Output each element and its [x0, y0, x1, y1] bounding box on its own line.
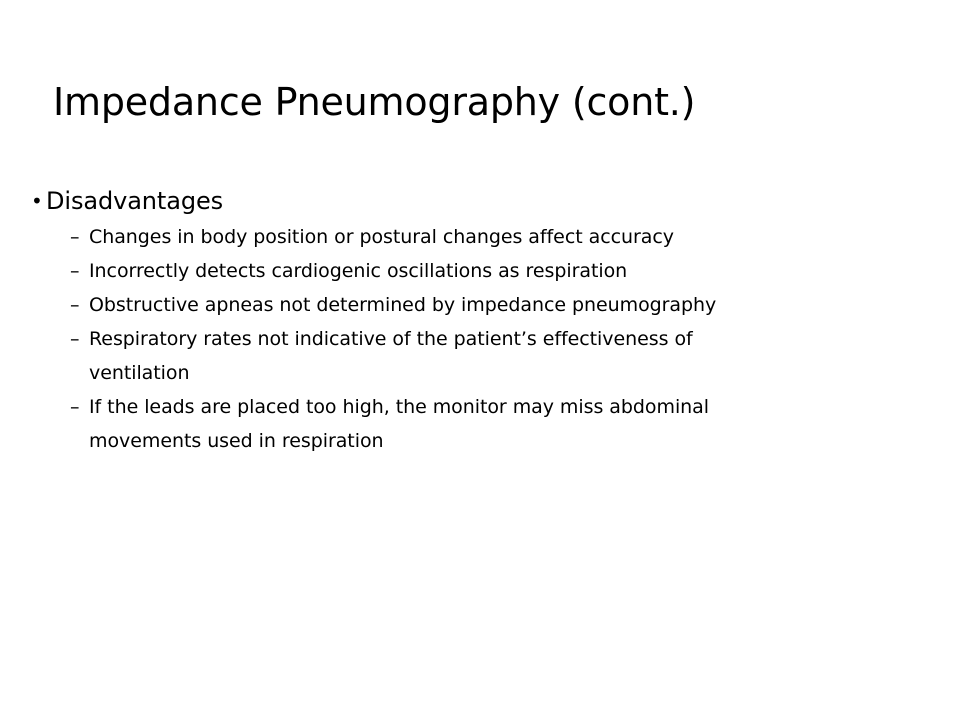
- dash-icon: –: [70, 396, 80, 418]
- bullet-label: Disadvantages: [46, 187, 224, 215]
- sub-bullet-text: If the leads are placed too high, the monitor may miss abdominal movements used in respiration: [89, 396, 709, 452]
- list-item: [34, 288, 742, 322]
- dash-icon: –: [70, 328, 80, 350]
- sub-bullet-text: Respiratory rates not indicative of the patient’s effectiveness of ventilation: [89, 328, 693, 384]
- slide-title: Impedance Pneumography (cont.): [53, 80, 696, 124]
- list-item: [34, 254, 742, 288]
- bullet-icon: •: [31, 189, 43, 213]
- bullet-disadvantages: [31, 182, 754, 220]
- dash-icon: –: [70, 260, 80, 282]
- list-item: [34, 220, 742, 254]
- list-item: [34, 390, 742, 458]
- dash-icon: –: [70, 226, 80, 248]
- list-item: [34, 322, 742, 390]
- sub-bullet-list: [34, 220, 754, 458]
- slide-content: [31, 182, 754, 458]
- sub-bullet-text: Incorrectly detects cardiogenic oscillations as respiration: [89, 260, 628, 282]
- sub-bullet-text: Changes in body position or postural changes affect accuracy: [89, 226, 674, 248]
- sub-bullet-text: Obstructive apneas not determined by impedance pneumography: [89, 294, 717, 316]
- dash-icon: –: [70, 294, 80, 316]
